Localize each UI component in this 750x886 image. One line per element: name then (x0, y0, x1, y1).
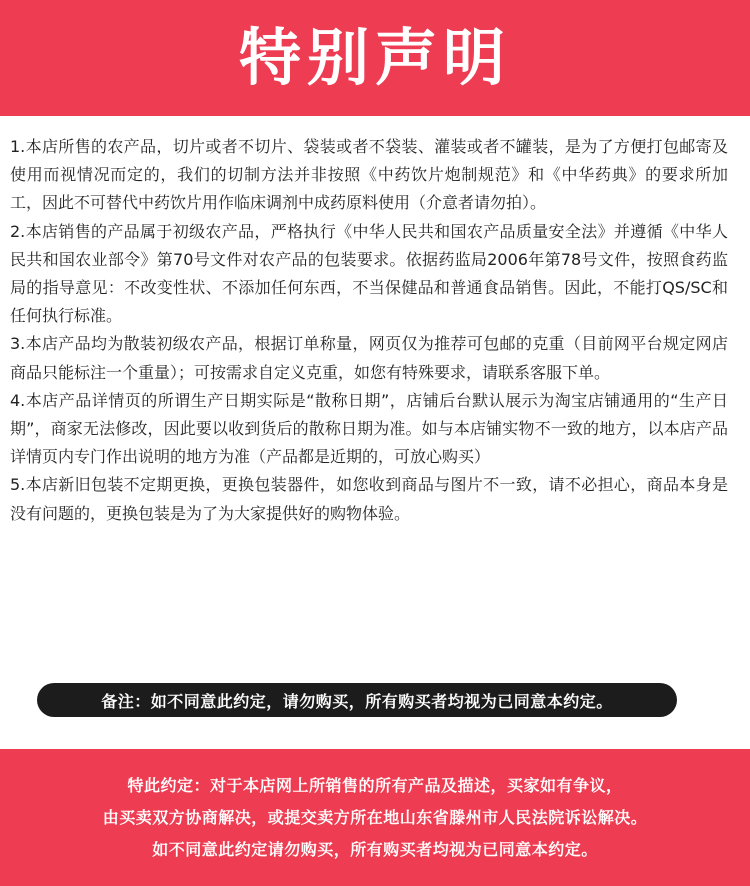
statement-1: 1.本店所售的农产品，切片或者不切片、袋装或者不袋装、灌装或者不罐装，是为了方便打包邮寄及使用而视情况而定的，我们的切制方法并非按照《中药饮片炮制规范》和《中华药典》的要求所加工，因此不可替代中药饮片用作临床调剂中成药原料使用（介意者请勿拍）。 (10, 137, 728, 213)
statement-4: 4.本店产品详情页的所谓生产日期实际是“散称日期”，店铺后台默认展示为淘宝店铺通用的“生产日期”，商家无法修改，因此要以收到货后的散称日期为准。如与本店铺实物不一致的地方，以本店产品详情页内专门作出说明的地方为准（产品都是近期的，可放心购买） (10, 390, 728, 467)
footer-line-1: 特此约定：对于本店网上所销售的所有产品及描述，买家如有争议， (127, 775, 623, 795)
header-banner (0, 0, 750, 116)
note-text: 备注：如不同意此约定，请勿购买，所有购买者均视为已同意本约定。 (101, 691, 613, 711)
statement-5: 5.本店新旧包装不定期更换，更换包装器件，如您收到商品与图片不一致，请不必担心，商品本身是没有问题的，更换包装是为了为大家提供好的购物体验。 (10, 475, 728, 523)
footer-line-2: 由买卖双方协商解决，或提交卖方所在地山东省滕州市人民法院诉讼解决。 (102, 807, 648, 827)
statement-list (10, 133, 728, 528)
footer-banner (0, 749, 750, 886)
page-title: 特别声明 (238, 21, 511, 94)
statement-2: 2.本店销售的产品属于初级农产品，严格执行《中华人民共和国农产品质量安全法》并遵循《中华人民共和国农业部令》第70号文件对农产品的包装要求。依据药监局2006年第78号文件，按照食药监局的指导意见：不改变性状、不添加任何东西，不当保健品和普通食品销售。因此，不能打QS/SC和任何执行标准。 (10, 221, 728, 326)
note-bar (37, 683, 677, 717)
statement-3: 3.本店产品均为散装初级农产品，根据订单称量，网页仅为推荐可包邮的克重（目前网平台规定网店商品只能标注一个重量）；可按需求自定义克重，如您有特殊要求，请联系客服下单。 (10, 334, 728, 382)
footer-line-3: 如不同意此约定请勿购买，所有购买者均视为已同意本约定。 (152, 839, 598, 859)
